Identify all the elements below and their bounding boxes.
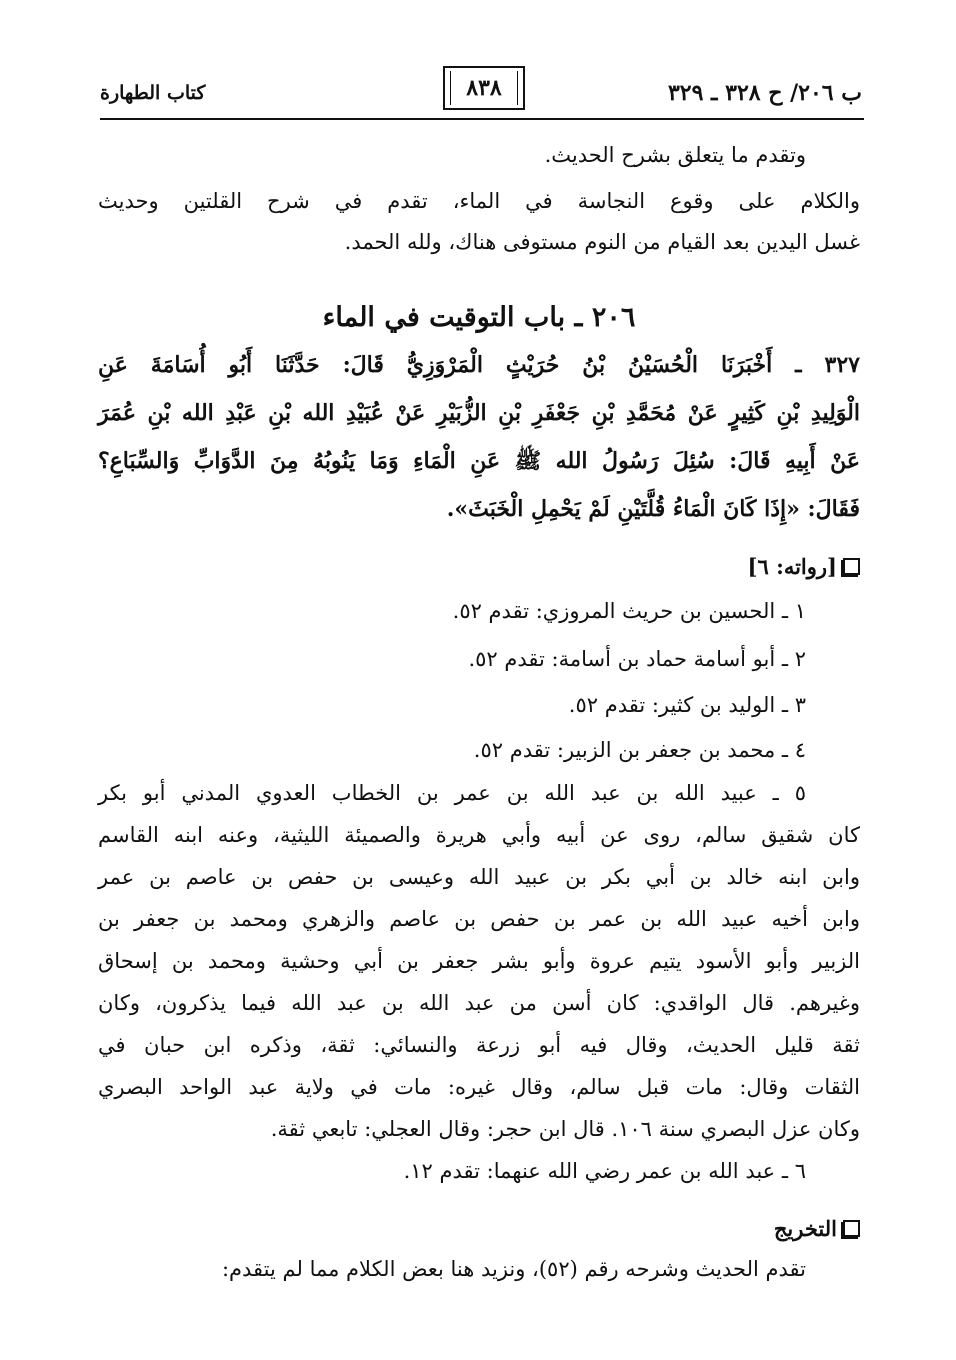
chapter-reference: ب ٢٠٦/ ح ٣٢٨ ـ ٣٢٩ [667, 80, 862, 106]
chapter-title: ٢٠٦ ـ باب التوقيت في الماء [322, 302, 636, 333]
narrator-5-line: وكان عزل البصري سنة ١٠٦. قال ابن حجر: وقال العجلي: تابعي ثقة. [270, 1117, 860, 1141]
narrators-heading-text: [رواته: ٦] [747, 554, 837, 579]
narrator-5-line: وابن أخيه عبيد الله بن عمر بن حفص بن عاصم والزهري ومحمد بن جعفر بن [98, 907, 860, 931]
narrator-5-line: الزبير وأبو الأسود يتيم عروة وأبو بشر جعفر بن أبي وحشية ومحمد بن إسحاق [98, 949, 860, 973]
page-header [100, 66, 862, 116]
narrator-item: ٤ ـ محمد بن جعفر بن الزبير: تقدم ٥٢. [473, 738, 806, 762]
takhrij-line: تقدم الحديث وشرحه رقم (٥٢)، ونزيد هنا بعض الكلام مما لم يتقدم: [221, 1257, 806, 1281]
section-box-icon [843, 558, 860, 575]
narrator-5-line: وابن ابنه خالد بن أبي بكر بن عبيد الله وعيسى بن حفص بن عاصم بن عمر [98, 865, 860, 889]
hadith-line: عَنْ أَبِيهِ قَالَ: سُئِلَ رَسُولُ الله ﷺ عَنِ الْمَاءِ وَمَا يَنُوبُهُ مِنَ الدَّوَابِّ وَالسِّبَاعِ؟ [98, 448, 860, 474]
hadith-line: فَقَالَ: «إِذَا كَانَ الْمَاءُ قُلَّتَيْنِ لَمْ يَحْمِلِ الْخَبَثَ». [446, 496, 860, 522]
intro-line: والكلام على وقوع النجاسة في الماء، تقدم في شرح القلتين وحديث [98, 189, 860, 213]
takhrij-heading [774, 1216, 860, 1241]
narrators-heading [748, 554, 860, 579]
narrator-item: ٦ ـ عبد الله بن عمر رضي الله عنهما: تقدم ١٢. [403, 1159, 806, 1183]
intro-line: وتقدم ما يتعلق بشرح الحديث. [544, 143, 806, 167]
narrator-5-line: كان شقيق سالم، روى عن أبيه وأبي هريرة والصميئة الليثية، وعنه ابنه القاسم [98, 823, 860, 847]
intro-line: غسل اليدين بعد القيام من النوم مستوفى هناك، ولله الحمد. [344, 230, 860, 254]
narrator-item: ٣ ـ الوليد بن كثير: تقدم ٥٢. [568, 693, 806, 717]
narrator-5-line: وغيرهم. قال الواقدي: كان أسن من عبد الله بن عبد الله فيما يذكرون، وكان [98, 991, 860, 1015]
hadith-line: ٣٢٧ ـ أَخْبَرَنَا الْحُسَيْنُ بْنُ حُرَيْثٍ الْمَرْوَزِيُّ قَالَ: حَدَّثَنَا أَبُو أُسَامَةَ عَنِ [98, 352, 860, 378]
hadith-line: الْوَلِيدِ بْنِ كَثِيرٍ عَنْ مُحَمَّدِ بْنِ جَعْفَرِ بْنِ الزُّبَيْرِ عَنْ عُبَيْدِ الله بْنِ عَبْدِ الله بْنِ عُمَرَ [98, 400, 860, 426]
takhrij-heading-text: التخريج [773, 1216, 837, 1241]
narrator-item: ٢ ـ أبو أسامة حماد بن أسامة: تقدم ٥٢. [468, 647, 806, 671]
narrator-5-line: ٥ ـ عبيد الله بن عبد الله بن عمر بن الخطاب العدوي المدني أبو بكر [98, 781, 806, 805]
narrator-5-line: ثقة قليل الحديث، وقال فيه أبو زرعة والنسائي: ثقة، وذكره ابن حبان في [98, 1033, 860, 1057]
book-title: كتاب الطهارة [100, 82, 206, 104]
section-box-icon [843, 1220, 860, 1237]
header-rule [100, 118, 864, 120]
narrator-item: ١ ـ الحسين بن حريث المروزي: تقدم ٥٢. [452, 599, 806, 623]
page-number: ٨٣٨ [443, 66, 525, 110]
narrator-5-line: الثقات وقال: مات قبل سالم، وقال غيره: مات في ولاية عبد الواحد البصري [98, 1075, 860, 1099]
